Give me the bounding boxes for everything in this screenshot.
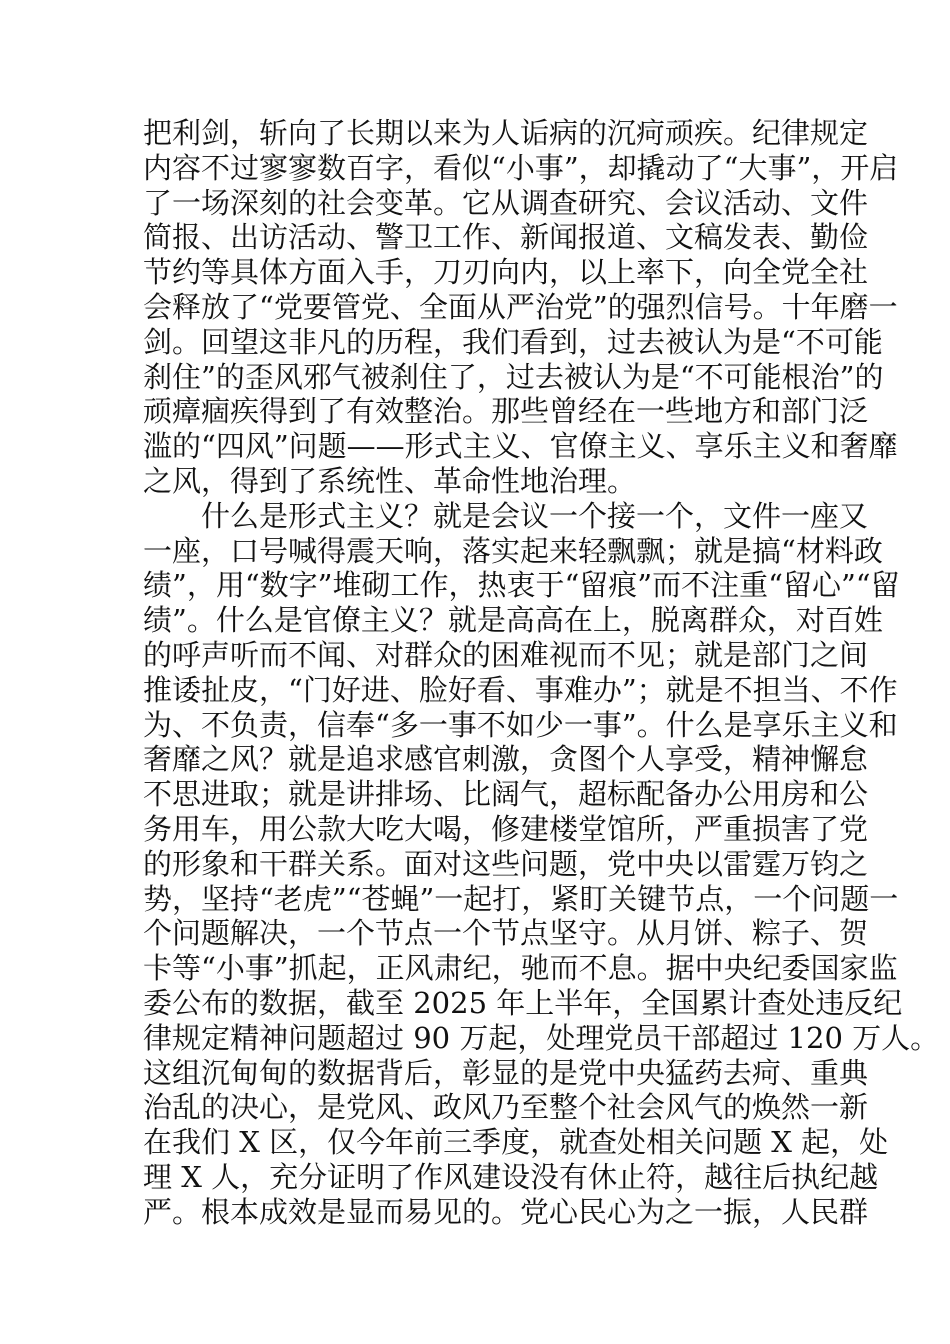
text-line: 顽瘴痼疾得到了有效整治。那些曾经在一些地方和部门泛 [143,394,869,429]
text-line: 滥的“四风”问题——形式主义、官僚主义、享乐主义和奢靡 [143,429,898,464]
text-line: 绩”，用“数字”堆砌工作，热衷于“留痕”而不注重“留心”“留 [143,568,900,603]
text-line: 之风，得到了系统性、革命性地治理。 [143,463,637,498]
text-line: 的形象和干群关系。面对这些问题，党中央以雷霆万钧之 [143,846,869,881]
text-line: 理 X 人，充分证明了作风建设没有休止符，越往后执纪越 [143,1159,879,1194]
text-line: 律规定精神问题超过 90 万起，处理党员干部超过 120 万人。 [143,1020,940,1055]
text-line: 刹住”的歪风邪气被刹住了，过去被认为是“不可能根治”的 [143,359,884,394]
text-line: 绩”。什么是官僚主义？就是高高在上，脱离群众，对百姓 [143,603,883,638]
text-line: 推诿扯皮，“门好进、脸好看、事难办”；就是不担当、不作 [143,672,898,707]
text-line: 一座，口号喊得震天响，落实起来轻飘飘；就是搞“材料政 [143,533,883,568]
text-line: 内容不过寥寥数百字，看似“小事”，却撬动了“大事”，开启 [143,150,899,185]
text-line: 会释放了“党要管党、全面从严治党”的强烈信号。十年磨一 [143,289,898,324]
text-line: 奢靡之风？就是追求感官刺激，贪图个人享受，精神懈怠 [143,742,869,777]
text-line: 务用车，用公款大吃大喝，修建楼堂馆所，严重损害了党 [143,811,869,846]
document-page [143,116,940,1230]
text-line: 把利剑，斩向了长期以来为人诟病的沉疴顽疾。纪律规定 [143,116,869,150]
text-line: 剑。回望这非凡的历程，我们看到，过去被认为是“不可能 [143,324,883,359]
text-line: 什么是形式主义？就是会议一个接一个，文件一座又 [143,498,869,533]
text-line: 的呼声听而不闻、对群众的困难视而不见；就是部门之间 [143,637,869,672]
text-line: 在我们 X 区，仅今年前三季度，就查处相关问题 X 起，处 [143,1125,889,1160]
text-line: 了一场深刻的社会变革。它从调查研究、会议活动、文件 [143,185,869,220]
text-line: 简报、出访活动、警卫工作、新闻报道、文稿发表、勤俭 [143,220,869,255]
text-line: 为、不负责，信奉“多一事不如少一事”。什么是享乐主义和 [143,707,898,742]
text-line: 委公布的数据，截至 2025 年上半年，全国累计查处违反纪 [143,985,903,1020]
text-line: 不思进取；就是讲排场、比阔气，超标配备办公用房和公 [143,777,869,812]
text-line: 个问题解决，一个节点一个节点坚守。从月饼、粽子、贺 [143,916,869,951]
text-line: 严。根本成效是显而易见的。党心民心为之一振，人民群 [143,1194,869,1229]
text-line: 势，坚持“老虎”“苍蝇”一起打，紧盯关键节点，一个问题一 [143,881,899,916]
text-line: 节约等具体方面入手，刀刃向内，以上率下，向全党全社 [143,255,869,290]
text-line: 卡等“小事”抓起，正风肃纪，驰而不息。据中央纪委国家监 [143,951,898,986]
text-line: 这组沉甸甸的数据背后，彰显的是党中央猛药去疴、重典 [143,1055,869,1090]
text-line: 治乱的决心，是党风、政风乃至整个社会风气的焕然一新 [143,1090,869,1125]
